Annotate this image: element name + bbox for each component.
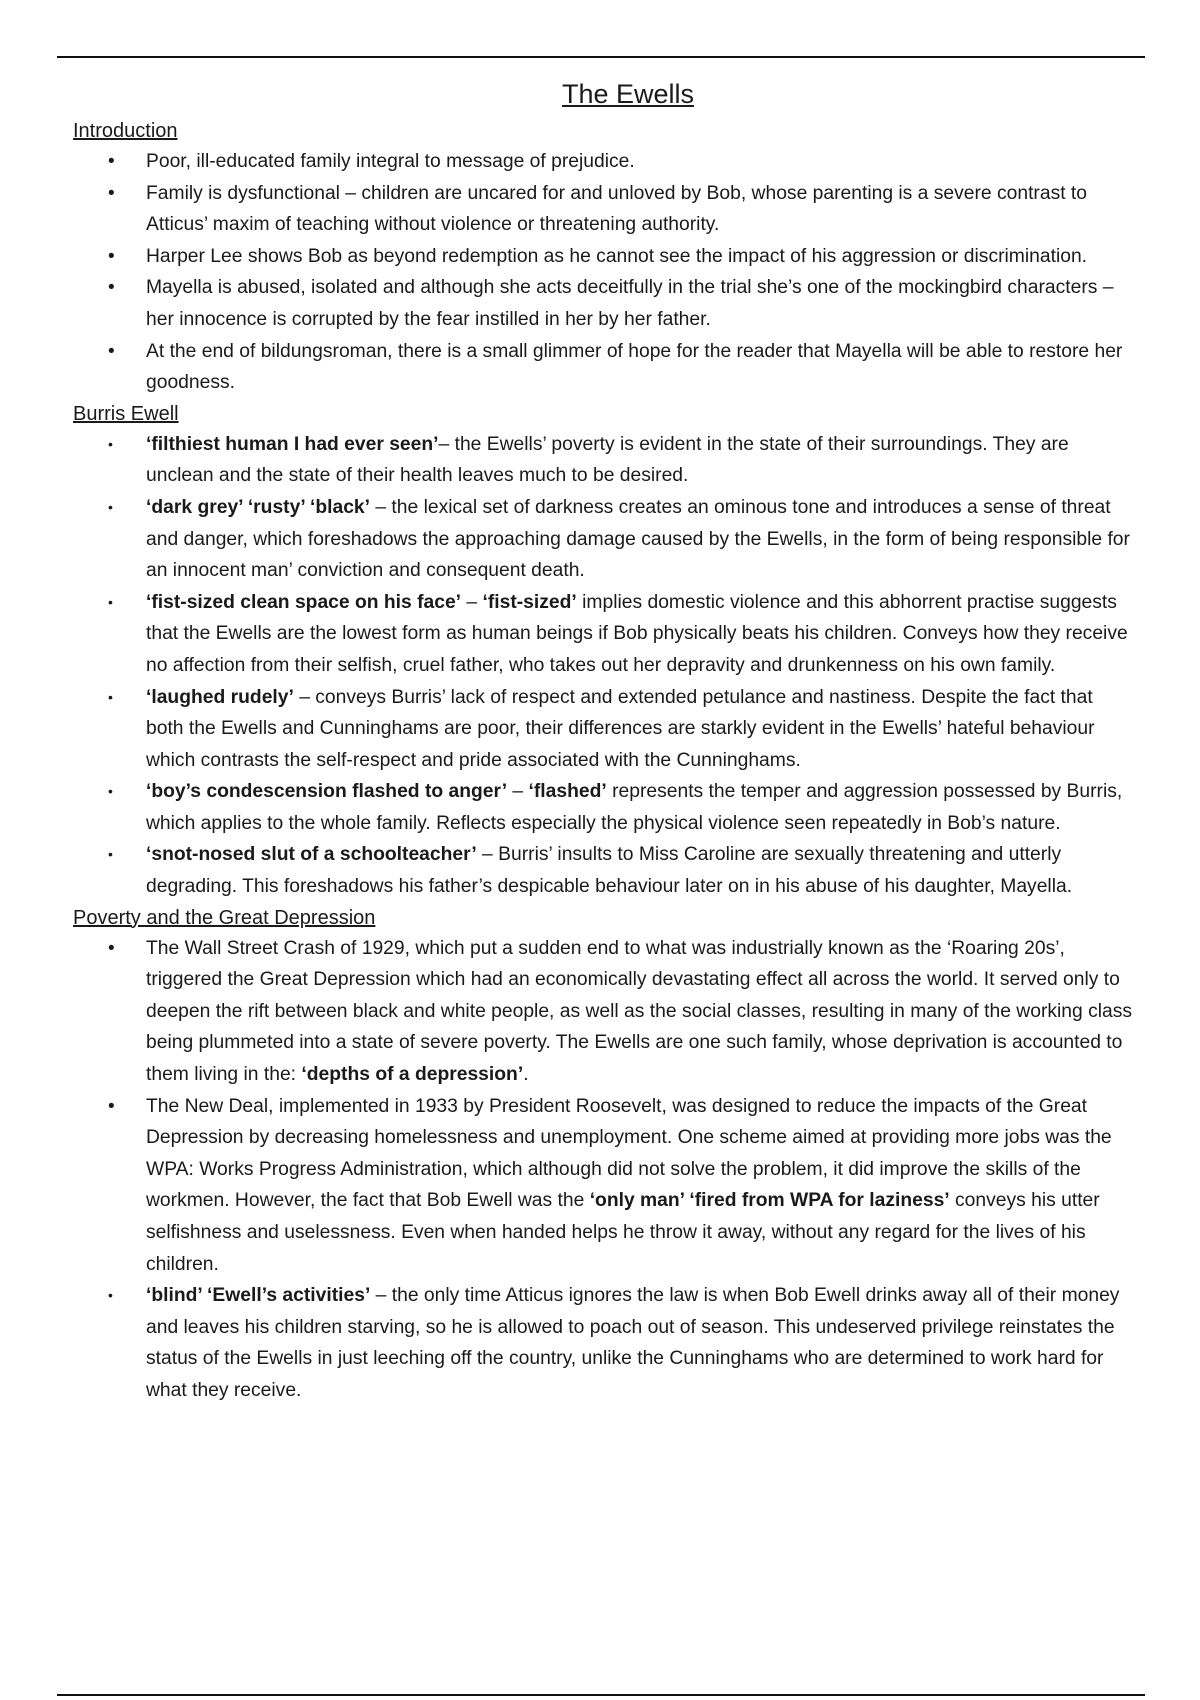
quote: ‘dark grey’ ‘rusty’ ‘black’ <box>146 496 370 518</box>
quote: ‘boy’s condescension flashed to anger’ <box>146 781 508 803</box>
quote: ‘laughed rudely’ <box>146 686 294 708</box>
bullet-icon: • <box>108 498 113 515</box>
list-item: • ‘laughed rudely’ – conveys Burris’ lack of respect and extended petulance and nastiness. Despite the fact that both the Ewells and Cunninghams are poor, their differences are starkly evident in the Ewells’ hateful behaviour which contrasts the self-respect and pride associated with the Cunninghams. <box>73 682 1133 777</box>
page-title: The Ewells <box>561 79 695 109</box>
bullet-list <box>73 429 1133 903</box>
bullet-icon: • <box>108 937 115 959</box>
list-item: • ‘boy’s condescension flashed to anger’ – ‘flashed’ represents the temper and aggression possessed by Burris, which applies to the whole family. Reflects especially the physical violence seen repeatedly in Bob’s nature. <box>73 776 1133 839</box>
list-item: • The Wall Street Crash of 1929, which put a sudden end to what was industrially known as the ‘Roaring 20s’, triggered the Great Depression which had an economically devastating effect all across the world. It served only to deepen the rift between black and white people, as well as the social classes, resulting in many of the working class being plummeted into a state of severe poverty. The Ewells are one such family, whose deprivation is accounted to them living in the: ‘depths of a depression’. <box>73 933 1133 1091</box>
list-item: • ‘blind’ ‘Ewell’s activities’ – the only time Atticus ignores the law is when Bob Ewell drinks away all of their money and leaves his children starving, so he is allowed to poach out of season. This undeserved privilege reinstates the status of the Ewells in just leeching off the country, unlike the Cunninghams who are determined to work hard for what they receive. <box>73 1280 1133 1406</box>
document-page <box>73 76 1133 1407</box>
list-item: • Family is dysfunctional – children are uncared for and unloved by Bob, whose parenting is a severe contrast to Atticus’ maxim of teaching without violence or threatening authority. <box>73 178 1133 241</box>
bullet-icon: • <box>108 846 113 863</box>
list-item: • At the end of bildungsroman, there is a small glimmer of hope for the reader that Mayella will be able to restore her goodness. <box>73 336 1133 399</box>
bottom-rule <box>57 1694 1145 1696</box>
section-burris-ewell <box>73 399 1133 903</box>
quote: ‘filthiest human I had ever seen’ <box>146 433 439 455</box>
list-item: • Poor, ill-educated family integral to message of prejudice. <box>73 146 1133 178</box>
list-item: • ‘fist-sized clean space on his face’ – ‘fist-sized’ implies domestic violence and this abhorrent practise suggests that the Ewells are the lowest form as human beings if Bob physically beats his children. Conveys how they receive no affection from their selfish, cruel father, who takes out her depravity and drunkenness on his own family. <box>73 587 1133 682</box>
quote: ‘fist-sized’ <box>482 591 577 613</box>
bullet-icon: • <box>108 593 113 610</box>
quote: ‘blind’ ‘Ewell’s activities’ <box>146 1285 371 1307</box>
list-item: • The New Deal, implemented in 1933 by President Roosevelt, was designed to reduce the impacts of the Great Depression by decreasing homelessness and unemployment. One scheme aimed at providing more jobs was the WPA: Works Progress Administration, which although did not solve the problem, it did improve the skills of the workmen. However, the fact that Bob Ewell was the ‘only man’ ‘fired from WPA for laziness’ conveys his utter selfishness and uselessness. Even when handed helps he throw it away, without any regard for the lives of his children. <box>73 1091 1133 1281</box>
quote: ‘flashed’ <box>528 781 607 803</box>
bullet-icon: • <box>108 182 115 204</box>
section-heading: Burris Ewell <box>73 402 179 425</box>
bullet-icon: • <box>108 688 113 705</box>
bullet-icon: • <box>108 1095 115 1117</box>
list-item: • Mayella is abused, isolated and although she acts deceitfully in the trial she’s one of the mockingbird characters – her innocence is corrupted by the fear instilled in her by her father. <box>73 272 1133 335</box>
quote: ‘only man’ ‘fired from WPA for laziness’ <box>589 1190 950 1212</box>
bullet-icon: • <box>108 245 115 267</box>
list-item: • ‘dark grey’ ‘rusty’ ‘black’ – the lexical set of darkness creates an ominous tone and introduces a sense of threat and danger, which foreshadows the approaching damage caused by the Ewells, in the form of being responsible for an innocent man’ conviction and consequent death. <box>73 492 1133 587</box>
top-rule <box>57 56 1145 58</box>
bullet-icon: • <box>108 340 115 362</box>
bullet-icon: • <box>108 277 115 299</box>
section-poverty-great-depression <box>73 903 1133 1407</box>
quote: ‘depths of a depression’ <box>301 1064 524 1086</box>
bullet-list <box>73 933 1133 1407</box>
quote: ‘snot-nosed slut of a schoolteacher’ <box>146 844 477 866</box>
list-item: • Harper Lee shows Bob as beyond redemption as he cannot see the impact of his aggression or discrimination. <box>73 241 1133 273</box>
bullet-icon: • <box>108 435 113 452</box>
bullet-icon: • <box>108 151 115 172</box>
section-heading: Introduction <box>73 120 178 142</box>
bullet-list <box>73 146 1133 399</box>
section-introduction <box>73 116 1133 399</box>
bullet-icon: • <box>108 1287 113 1304</box>
bullet-icon: • <box>108 783 113 800</box>
quote: ‘fist-sized clean space on his face’ <box>146 591 462 613</box>
list-item: • ‘filthiest human I had ever seen’– the Ewells’ poverty is evident in the state of their surroundings. They are unclean and the state of their health leaves much to be desired. <box>73 429 1133 492</box>
section-heading: Poverty and the Great Depression <box>73 906 376 929</box>
list-item: • ‘snot-nosed slut of a schoolteacher’ – Burris’ insults to Miss Caroline are sexually threatening and utterly degrading. This foreshadows his father’s despicable behaviour later on in his abuse of his daughter, Mayella. <box>73 839 1133 902</box>
